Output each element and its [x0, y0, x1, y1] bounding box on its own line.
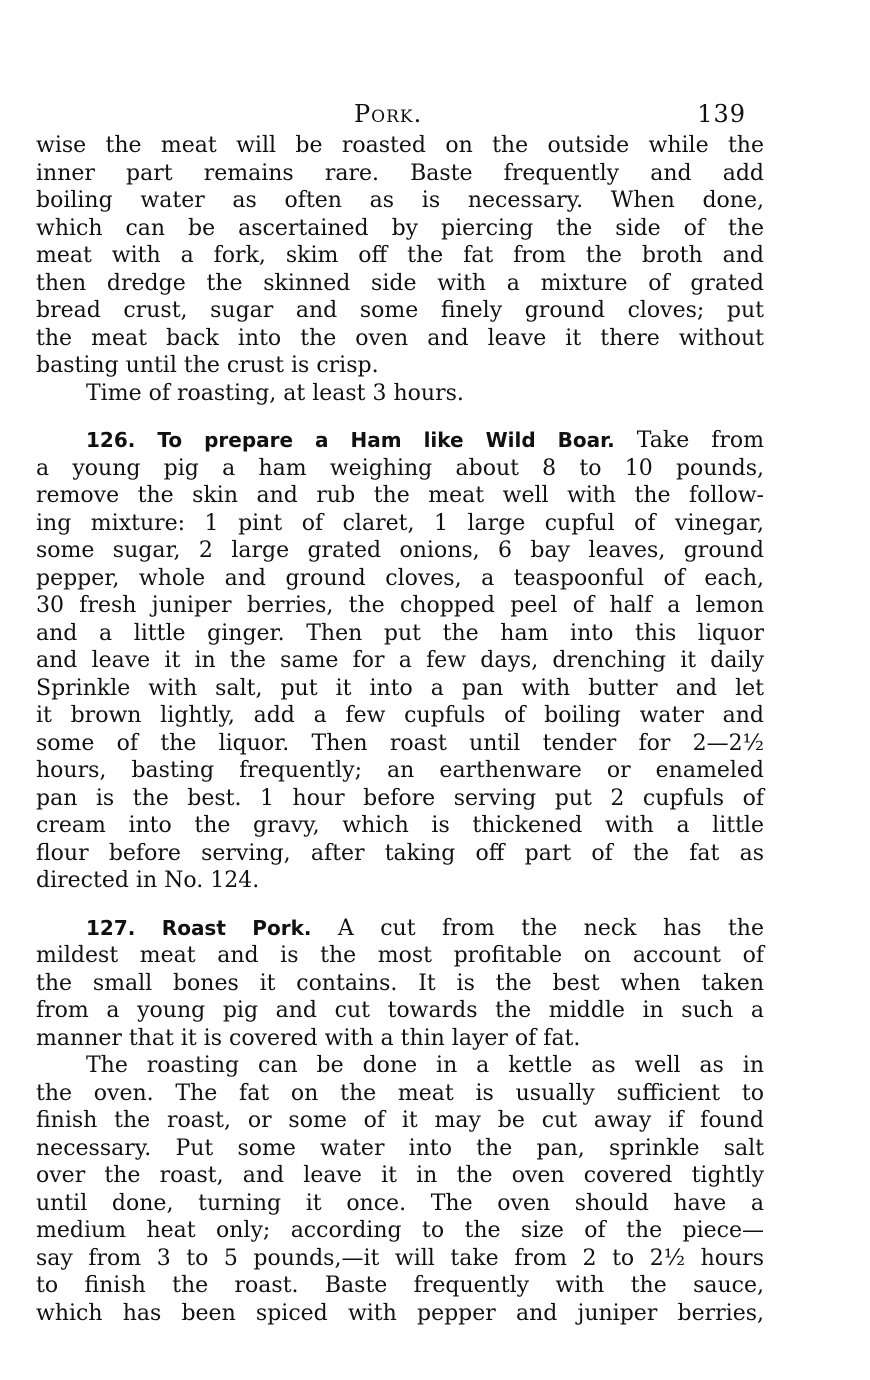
section-gap [36, 895, 764, 915]
text-line: a young pig a ham weighing about 8 to 10 pounds, [36, 455, 764, 481]
page-text [36, 132, 764, 1327]
text-line: which has been spiced with pepper and juniper berries, [36, 1300, 764, 1326]
text-line: pepper, whole and ground cloves, a teaspoonful of each, [36, 565, 764, 591]
text-line: bread crust, sugar and some finely ground cloves; put [36, 298, 764, 323]
text-line: inner part remains rare. Baste frequently and add [36, 160, 764, 186]
text-line: ing mixture: 1 pint of claret, 1 large cupful of vinegar, [36, 510, 764, 536]
text-line: wise the meat will be roasted on the outside while the [36, 133, 764, 158]
text-line: the meat back into the oven and leave it there without [36, 325, 764, 351]
text-line: boiling water as often as is necessary. When done, [36, 188, 764, 213]
text-fragment: Take from [636, 428, 764, 453]
text-line: the oven. The fat on the meat is usually sufficient to [36, 1080, 764, 1106]
text-line: remove the skin and rub the meat well with the follow- [36, 483, 764, 508]
roasting-time: Time of roasting, at least 3 hours. [86, 380, 464, 406]
text-fragment: A cut from the neck has the [337, 915, 764, 941]
text-line: The roasting can be done in a kettle as well as in [86, 1053, 764, 1078]
text-line: some of the liquor. Then roast until tender for 2—2½ [36, 730, 764, 756]
text-line: it brown lightly, add a few cupfuls of boiling water and [36, 703, 764, 728]
page-number: 139 [697, 100, 746, 128]
text-line: meat with a fork, skim off the fat from the broth and [36, 243, 764, 268]
text-line: 30 fresh juniper berries, the chopped peel of half a lemon [36, 593, 764, 618]
continued-paragraph [36, 132, 764, 407]
text-line: the small bones it contains. It is the best when taken [36, 970, 764, 996]
recipe-number: 127. [86, 915, 136, 940]
text-line: some sugar, 2 large grated onions, 6 bay leaves, ground [36, 538, 764, 563]
recipe-heading-line [36, 915, 764, 943]
recipe-heading-line [36, 427, 764, 455]
text-line: mildest meat and is the most profitable on account of [36, 943, 764, 968]
section-gap [36, 407, 764, 427]
text-line: manner that it is covered with a thin layer of fat. [36, 1025, 581, 1051]
text-line: and leave it in the same for a few days, drenching it daily [36, 648, 764, 673]
recipe-number: 126. [86, 428, 136, 452]
recipe-title: Roast Pork. [161, 915, 312, 940]
text-line: flour before serving, after taking off part of the fat as [36, 840, 764, 866]
text-line: basting until the crust is crisp. [36, 353, 379, 378]
text-line: which can be ascertained by piercing the side of the [36, 215, 764, 241]
recipe-126 [36, 427, 764, 895]
text-line: to finish the roast. Baste frequently with the sauce, [36, 1273, 764, 1298]
book-page [36, 92, 764, 1327]
text-line: and a little ginger. Then put the ham into this liquor [36, 620, 764, 646]
text-line: finish the roast, or some of it may be cut away if found [36, 1108, 764, 1133]
text-line: directed in No. 124. [36, 868, 260, 893]
text-line: say from 3 to 5 pounds,—it will take from 2 to 2½ hours [36, 1245, 764, 1271]
text-line: cream into the gravy, which is thickened with a little [36, 813, 764, 838]
text-line: medium heat only; according to the size of the piece— [36, 1218, 764, 1243]
text-line: pan is the best. 1 hour before serving put 2 cupfuls of [36, 785, 764, 811]
text-line: from a young pig and cut towards the middle in such a [36, 998, 764, 1023]
running-head [36, 92, 764, 132]
running-title: Pork. [354, 100, 423, 128]
recipe-title: To prepare a Ham like Wild Boar. [157, 428, 615, 452]
recipe-127 [36, 915, 764, 1328]
text-line: hours, basting frequently; an earthenware or enameled [36, 758, 764, 783]
text-line: then dredge the skinned side with a mixture of grated [36, 270, 764, 296]
text-line: necessary. Put some water into the pan, sprinkle salt [36, 1135, 764, 1161]
text-line: over the roast, and leave it in the oven covered tightly [36, 1163, 764, 1188]
text-line: until done, turning it once. The oven should have a [36, 1190, 764, 1216]
text-line: Sprinkle with salt, put it into a pan with butter and let [36, 675, 764, 701]
